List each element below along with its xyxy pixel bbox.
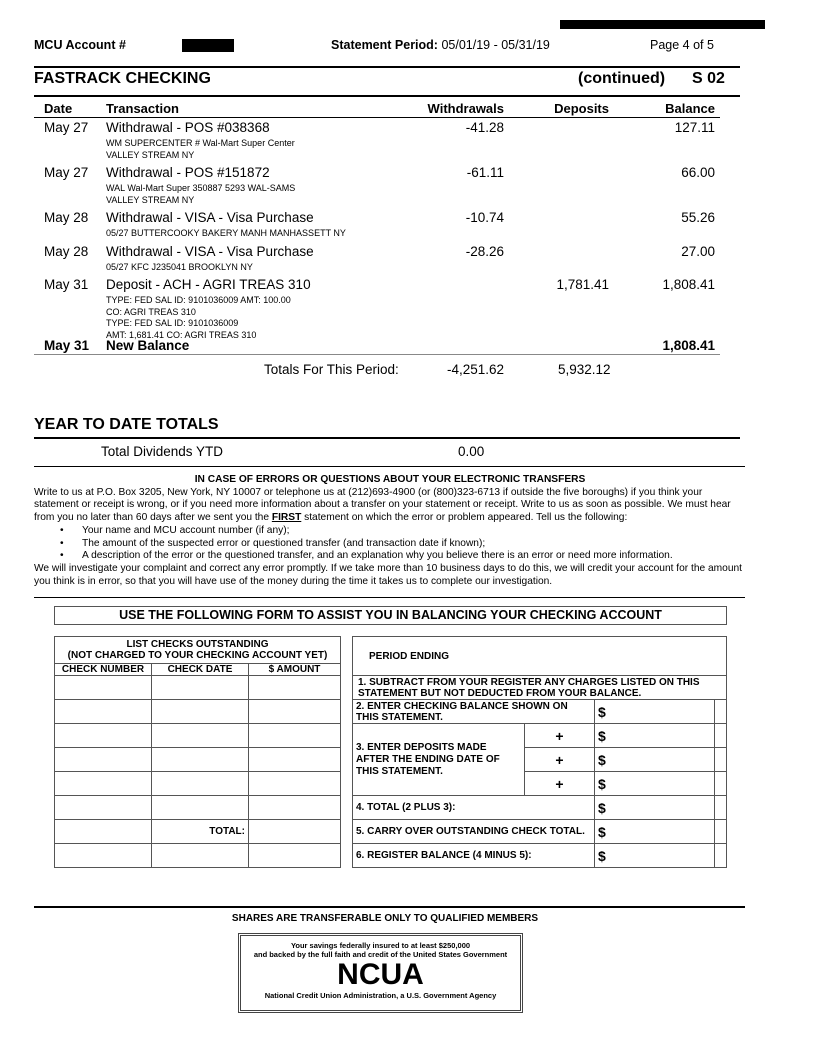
dollar-input-6[interactable] xyxy=(594,844,714,868)
check-number-input[interactable] xyxy=(55,700,152,724)
statement-period xyxy=(331,38,550,52)
transaction-withdrawal: -28.26 xyxy=(465,243,504,259)
totals-deposits: 5,932.12 xyxy=(558,362,611,377)
cents-input-2[interactable] xyxy=(714,700,726,724)
check-row xyxy=(55,748,341,772)
check-number-input[interactable] xyxy=(55,820,152,844)
step-5: 5. CARRY OVER OUTSTANDING CHECK TOTAL. xyxy=(353,820,595,844)
disclosure-paragraph: We will investigate your complaint and correct any error promptly. If we take more than 10 business days to do this, we will credit your account for the amount you think is in error, so that you will have use of the money during the time it takes us to complete our investigation. xyxy=(34,562,742,587)
dollar-sign: $ xyxy=(597,703,606,720)
check-number-input[interactable] xyxy=(55,796,152,820)
step-1: 1. SUBTRACT FROM YOUR REGISTER ANY CHARGES LISTED ON THIS STATEMENT BUT NOT DEDUCTED FROM YOUR BALANCE. xyxy=(353,676,727,700)
disclosure-paragraph xyxy=(34,487,746,525)
transaction-detail: VALLEY STREAM NY xyxy=(106,194,195,205)
check-amount-input[interactable] xyxy=(249,844,341,868)
check-amount-input[interactable] xyxy=(249,748,341,772)
step-3: 3. ENTER DEPOSITS MADE AFTER THE ENDING DATE OF THIS STATEMENT. xyxy=(353,724,525,796)
new-balance-value: 1,808.41 xyxy=(662,338,715,353)
dollar-input-3a[interactable] xyxy=(594,724,714,748)
transaction-detail: WAL Wal-Mart Super 350887 5293 WAL-SAMS xyxy=(106,183,296,193)
col-deposits: Deposits xyxy=(554,101,609,116)
checks-outstanding-table xyxy=(54,636,341,868)
account-number-redacted xyxy=(182,39,234,52)
check-row xyxy=(55,820,341,844)
check-amount-input[interactable] xyxy=(249,700,341,724)
totals-label: Totals For This Period: xyxy=(264,362,399,377)
transaction-withdrawal: -10.74 xyxy=(465,210,504,225)
dollar-input-5[interactable] xyxy=(594,820,714,844)
dollar-input-3c[interactable] xyxy=(594,772,714,796)
step-6: 6. REGISTER BALANCE (4 MINUS 5): xyxy=(353,844,595,868)
transaction-detail: CO: AGRI TREAS 310 xyxy=(106,306,196,317)
account-label: MCU Account # xyxy=(34,38,126,52)
transaction-detail: AMT: 1,681.41 CO: AGRI TREAS 310 xyxy=(106,329,257,340)
plus-sign: + xyxy=(525,772,595,796)
checks-outstanding-header xyxy=(55,637,341,664)
plus-sign: + xyxy=(525,724,595,748)
transaction-detail: TYPE: FED SAL ID: 9101036009 AMT: 100.00 xyxy=(106,295,291,305)
check-row xyxy=(55,724,341,748)
col-withdrawals: Withdrawals xyxy=(427,101,504,116)
col-check-number: CHECK NUMBER xyxy=(55,664,152,676)
ncua-insurance-seal xyxy=(238,933,523,1013)
divider xyxy=(34,597,745,598)
disclosure-bullet: • A description of the error or the questioned transfer, and an explanation why you believe there is an error or need more information. xyxy=(34,550,746,563)
transaction-detail: TYPE: FED SAL ID: 9101036009 xyxy=(106,318,239,328)
transaction-detail: 05/27 BUTTERCOOKY BAKERY MANH MANHASSETT NY xyxy=(106,228,346,238)
new-balance-label: New Balance xyxy=(106,338,190,353)
transaction-balance: 1,808.41 xyxy=(662,277,715,292)
transaction-detail: VALLEY STREAM NY xyxy=(106,149,195,160)
divider xyxy=(34,354,720,355)
check-row xyxy=(55,844,341,868)
ytd-value: 0.00 xyxy=(458,444,485,459)
cents-input-6[interactable] xyxy=(714,844,726,868)
check-amount-input[interactable] xyxy=(249,820,341,844)
step-4: 4. TOTAL (2 PLUS 3): xyxy=(353,796,595,820)
check-date-input[interactable] xyxy=(152,844,249,868)
ncua-logo: NCUA xyxy=(337,958,424,991)
check-date-input[interactable] xyxy=(152,748,249,772)
ncua-line: Your savings federally insured to at least $250,000 xyxy=(290,941,471,950)
check-date-input[interactable] xyxy=(152,700,249,724)
cents-input-4[interactable] xyxy=(714,796,726,820)
cents-input-5[interactable] xyxy=(714,820,726,844)
check-date-input[interactable] xyxy=(152,724,249,748)
shares-notice: SHARES ARE TRANSFERABLE ONLY TO QUALIFIED MEMBERS xyxy=(231,913,539,924)
section-title: FASTRACK CHECKING xyxy=(34,70,211,87)
page-number: Page 4 of 5 xyxy=(650,38,714,52)
first-emphasis: FIRST xyxy=(271,512,302,524)
dollar-sign: $ xyxy=(597,775,606,792)
disclosure-bullet: • Your name and MCU account number (if any); xyxy=(34,525,746,538)
divider xyxy=(34,466,745,467)
check-date-input[interactable] xyxy=(152,796,249,820)
totals-withdrawals: -4,251.62 xyxy=(446,362,504,377)
transaction-date: May 28 xyxy=(44,243,89,259)
step-2: 2. ENTER CHECKING BALANCE SHOWN ON THIS STATEMENT. xyxy=(353,700,595,724)
cents-input-3b[interactable] xyxy=(714,748,726,772)
ncua-line: and backed by the full faith and credit of the United States Government xyxy=(253,950,508,959)
transaction-balance: 127.11 xyxy=(674,120,715,135)
dollar-sign: $ xyxy=(597,799,606,816)
redaction-bar xyxy=(560,20,765,29)
form-title: USE THE FOLLOWING FORM TO ASSIST YOU IN BALANCING YOUR CHECKING ACCOUNT xyxy=(54,606,727,625)
col-date: Date xyxy=(44,101,73,116)
dollar-sign: $ xyxy=(597,847,606,864)
check-amount-input[interactable] xyxy=(249,772,341,796)
divider xyxy=(34,66,740,68)
checks-subtitle: (NOT CHARGED TO YOUR CHECKING ACCOUNT YET) xyxy=(67,650,328,661)
col-transaction: Transaction xyxy=(106,101,179,116)
col-check-date: CHECK DATE xyxy=(152,664,249,676)
cents-input-3c[interactable] xyxy=(714,772,726,796)
period-ending: PERIOD ENDING xyxy=(353,637,727,676)
transaction-description: Deposit - ACH - AGRI TREAS 310 xyxy=(106,277,311,292)
col-balance: Balance xyxy=(665,101,715,116)
dollar-input-2[interactable] xyxy=(594,700,714,724)
check-date-input[interactable] xyxy=(152,772,249,796)
dollar-sign: $ xyxy=(597,727,606,744)
check-number-input[interactable] xyxy=(55,676,152,700)
disclosure-title: IN CASE OF ERRORS OR QUESTIONS ABOUT YOUR ELECTRONIC TRANSFERS xyxy=(194,474,586,485)
transaction-date: May 27 xyxy=(44,165,89,180)
check-date-input[interactable] xyxy=(152,676,249,700)
check-row xyxy=(55,676,341,700)
transaction-date: May 31 xyxy=(44,277,89,292)
disclosure-text: Write to us at P.O. Box 3205, New York, NY 10007 or telephone us at (212)693-4900 (or (800)323-6713 if outside the five boroughs) if you think your statement or receipt is wrong, or if you need more information about a transfer on your statement or receipt. Write to us as soon as possible. We must hear from you no later than 60 days after we sent you the xyxy=(34,486,731,524)
error-disclosure xyxy=(34,474,746,588)
ytd-title: YEAR TO DATE TOTALS xyxy=(34,416,219,433)
continued-label: (continued) xyxy=(578,70,666,87)
cents-input-3a[interactable] xyxy=(714,724,726,748)
transaction-description: Withdrawal - VISA - Visa Purchase xyxy=(106,243,314,259)
check-number-input[interactable] xyxy=(55,724,152,748)
check-amount-input[interactable] xyxy=(249,676,341,700)
divider xyxy=(34,437,740,439)
transaction-withdrawal: -41.28 xyxy=(465,120,504,135)
checks-title: LIST CHECKS OUTSTANDING xyxy=(126,639,269,650)
transaction-detail: 05/27 KFC J235041 BROOKLYN NY xyxy=(106,261,253,272)
ytd-label: Total Dividends YTD xyxy=(101,444,224,459)
check-row xyxy=(55,796,341,820)
transaction-balance: 66.00 xyxy=(681,165,715,180)
check-row xyxy=(55,772,341,796)
divider xyxy=(34,95,740,97)
dollar-sign: $ xyxy=(597,823,606,840)
period-label: Statement Period: xyxy=(331,38,438,52)
check-number-input[interactable] xyxy=(55,844,152,868)
transaction-description: Withdrawal - POS #038368 xyxy=(106,120,270,135)
transaction-balance: 27.00 xyxy=(681,243,715,259)
transaction-withdrawal: -61.11 xyxy=(466,165,504,180)
transaction-deposit: 1,781.41 xyxy=(556,277,609,292)
col-amount: $ AMOUNT xyxy=(249,664,341,676)
balancing-table xyxy=(352,636,727,868)
plus-sign: + xyxy=(525,748,595,772)
new-balance-date: May 31 xyxy=(44,338,90,353)
transaction-description: Withdrawal - POS #151872 xyxy=(106,165,270,180)
transaction-balance: 55.26 xyxy=(681,210,715,225)
check-row xyxy=(55,700,341,724)
section-code: S 02 xyxy=(692,70,725,87)
ncua-line: National Credit Union Administration, a U.S. Government Agency xyxy=(264,991,497,1000)
dollar-input-4[interactable] xyxy=(594,796,714,820)
total-label: TOTAL: xyxy=(152,820,249,844)
transaction-date: May 28 xyxy=(44,210,89,225)
transaction-description: Withdrawal - VISA - Visa Purchase xyxy=(106,210,314,225)
check-number-input[interactable] xyxy=(55,748,152,772)
dollar-sign: $ xyxy=(597,751,606,768)
divider xyxy=(34,906,745,908)
divider xyxy=(34,117,720,118)
disclosure-bullet: • The amount of the suspected error or questioned transfer (and transaction date if known); xyxy=(34,538,746,551)
disclosure-text: statement on which the error or problem appeared. Tell us the following: xyxy=(301,512,628,524)
check-amount-input[interactable] xyxy=(249,724,341,748)
transaction-date: May 27 xyxy=(44,120,89,135)
transaction-detail: WM SUPERCENTER # Wal-Mart Super Center xyxy=(106,138,295,148)
check-number-input[interactable] xyxy=(55,772,152,796)
check-amount-input[interactable] xyxy=(249,796,341,820)
dollar-input-3b[interactable] xyxy=(594,748,714,772)
period-value: 05/01/19 - 05/31/19 xyxy=(441,38,550,52)
